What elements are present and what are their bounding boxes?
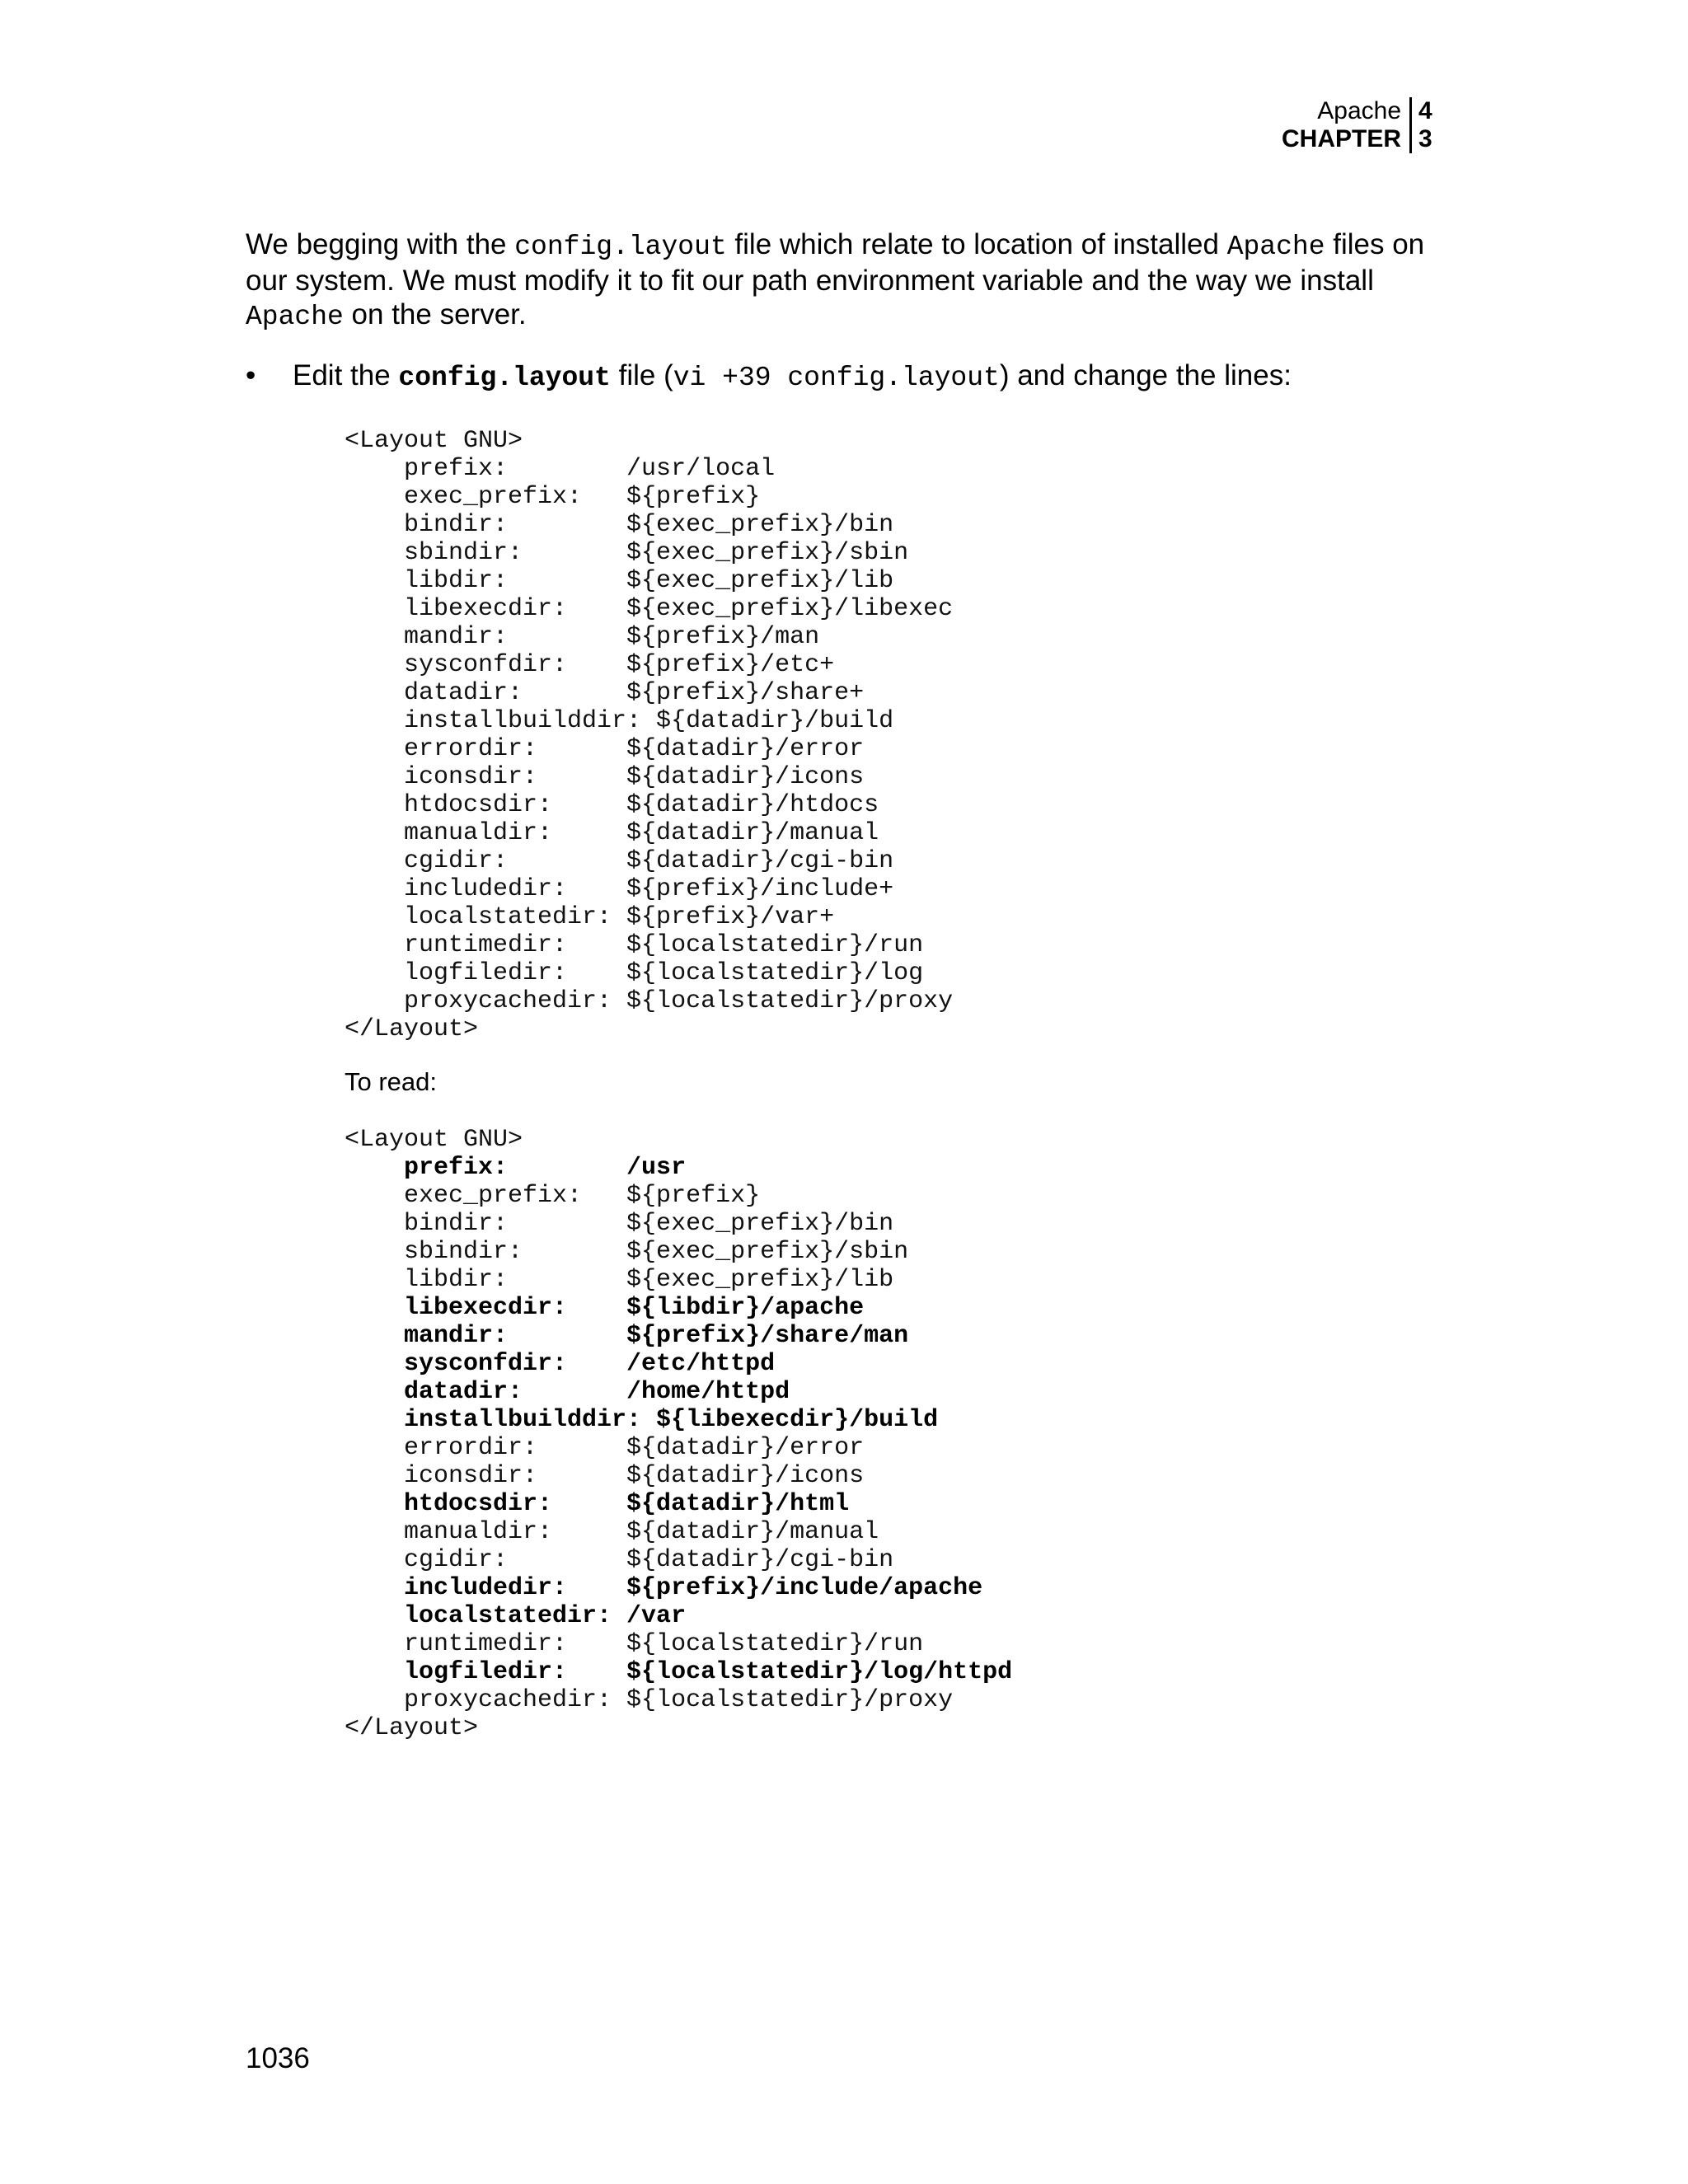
code-line: libdir: ${exec_prefix}/lib — [345, 567, 894, 595]
code-line: <Layout GNU> — [345, 1126, 523, 1154]
code-line: manualdir: ${datadir}/manual — [345, 819, 879, 847]
intro-text-1: We begging with the — [246, 228, 515, 260]
code-line: sysconfdir: /etc/httpd — [345, 1350, 776, 1378]
code-line: exec_prefix: ${prefix} — [345, 1182, 761, 1210]
code-line: htdocsdir: ${datadir}/html — [345, 1490, 850, 1518]
code-line: sbindir: ${exec_prefix}/sbin — [345, 1238, 909, 1266]
code-line: iconsdir: ${datadir}/icons — [345, 763, 865, 791]
code-line: </Layout> — [345, 1714, 479, 1742]
code-line: includedir: ${prefix}/include/apache — [345, 1574, 983, 1602]
code-line: libdir: ${exec_prefix}/lib — [345, 1266, 894, 1294]
code-line: includedir: ${prefix}/include+ — [345, 875, 894, 903]
code-line: proxycachedir: ${localstatedir}/proxy — [345, 987, 954, 1015]
code-line: prefix: /usr — [345, 1154, 687, 1182]
chapter-number-bottom: 3 — [1409, 125, 1437, 153]
code-line: bindir: ${exec_prefix}/bin — [345, 1210, 894, 1238]
code-line: installbuilddir: ${datadir}/build — [345, 707, 894, 735]
chapter-title: Apache — [1317, 97, 1401, 124]
code-line: sbindir: ${exec_prefix}/sbin — [345, 539, 909, 567]
intro-code-config-layout: config.layout — [514, 232, 727, 262]
code-line: cgidir: ${datadir}/cgi-bin — [345, 847, 894, 875]
page-number: 1036 — [246, 2042, 310, 2074]
code-line: mandir: ${prefix}/share/man — [345, 1322, 909, 1350]
code-line: libexecdir: ${libdir}/apache — [345, 1294, 865, 1322]
original-layout-code-block — [345, 427, 953, 1043]
code-line: logfiledir: ${localstatedir}/log/httpd — [345, 1658, 1013, 1686]
bullet-text-2: file ( — [610, 359, 673, 391]
intro-text-3: files on our system. We must modify it to fit our path environment variable and the way we install — [246, 228, 1425, 297]
code-line: bindir: ${exec_prefix}/bin — [345, 511, 894, 539]
code-line: prefix: /usr/local — [345, 455, 776, 483]
code-line: runtimedir: ${localstatedir}/run — [345, 931, 924, 959]
chapter-number-top: 4 — [1409, 97, 1437, 125]
code-line: proxycachedir: ${localstatedir}/proxy — [345, 1686, 954, 1714]
intro-text-4: on the server. — [343, 298, 527, 330]
code-line: </Layout> — [345, 1015, 479, 1043]
to-read-label: To read: — [345, 1067, 438, 1096]
code-line: errordir: ${datadir}/error — [345, 1434, 865, 1462]
code-line: installbuilddir: ${libexecdir}/build — [345, 1406, 939, 1434]
new-layout-code-block — [345, 1126, 1012, 1742]
intro-paragraph — [246, 227, 1432, 334]
code-line: iconsdir: ${datadir}/icons — [345, 1462, 865, 1490]
intro-text-2: file which relate to location of installed — [726, 228, 1227, 260]
bullet-text-1: Edit the — [293, 359, 399, 391]
bullet-command: vi +39 config.layout — [673, 363, 1000, 393]
code-line: cgidir: ${datadir}/cgi-bin — [345, 1546, 894, 1574]
code-line: logfiledir: ${localstatedir}/log — [345, 959, 924, 987]
code-line: localstatedir: ${prefix}/var+ — [345, 903, 835, 931]
code-line: sysconfdir: ${prefix}/etc+ — [345, 651, 835, 679]
code-line: manualdir: ${datadir}/manual — [345, 1518, 879, 1546]
bullet-dot: • — [246, 359, 256, 391]
code-line: runtimedir: ${localstatedir}/run — [345, 1630, 924, 1658]
code-line: datadir: /home/httpd — [345, 1378, 790, 1406]
bullet-instruction — [246, 359, 1292, 395]
code-line: exec_prefix: ${prefix} — [345, 483, 761, 511]
code-line: localstatedir: /var — [345, 1602, 687, 1630]
bullet-text-3: ) and change the lines: — [999, 359, 1292, 391]
bullet-file-name: config.layout — [398, 363, 611, 393]
intro-code-apache-2: Apache — [246, 302, 344, 332]
code-line: mandir: ${prefix}/man — [345, 623, 820, 651]
chapter-header — [1282, 97, 1437, 153]
intro-code-apache: Apache — [1226, 232, 1325, 262]
code-line: errordir: ${datadir}/error — [345, 735, 865, 763]
code-line: htdocsdir: ${datadir}/htdocs — [345, 791, 879, 819]
chapter-label: CHAPTER — [1281, 125, 1401, 152]
code-line: <Layout GNU> — [345, 427, 523, 455]
code-line: libexecdir: ${exec_prefix}/libexec — [345, 595, 954, 623]
code-line: datadir: ${prefix}/share+ — [345, 679, 865, 707]
